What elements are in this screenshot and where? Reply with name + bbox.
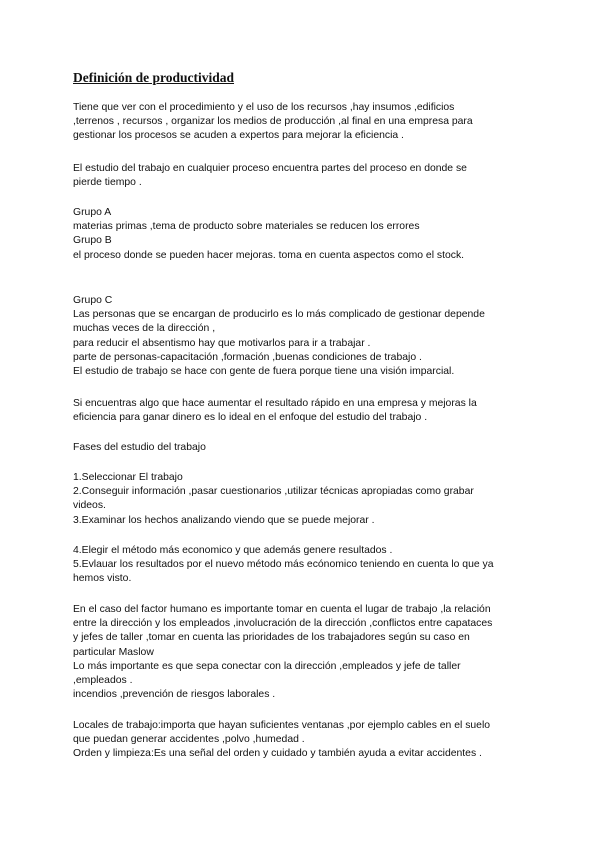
list-item: 5.Evlauar los resultados por el nuevo método más ecónomico teniendo en cuenta lo que ya: [73, 559, 494, 571]
text-line: parte de personas-capacitación ,formación ,buenas condiciones de trabajo .: [73, 351, 422, 363]
text-line: En el caso del factor humano es importante tomar en cuenta el lugar de trabajo ,la relación: [73, 604, 491, 615]
text-line: ,empleados .: [73, 675, 133, 687]
text-line: muchas veces de la dirección ,: [73, 323, 216, 335]
paragraph-group-c: [73, 294, 543, 379]
phases-list-4-5: [73, 544, 543, 587]
text-line: ,terrenos , recursos , organizar los medios de producción ,al final en una empresa para: [73, 116, 473, 128]
list-item: 1.Seleccionar El trabajo: [73, 472, 183, 483]
phases-heading: [73, 441, 543, 455]
phases-list-1-3: [73, 471, 543, 528]
text-line: gestionar los procesos se acuden a expertos para mejorar la eficiencia .: [73, 130, 404, 142]
text-line: Las personas que se encargan de producirlo es lo más complicado de gestionar depende: [73, 309, 485, 321]
text-line: Fases del estudio del trabajo: [73, 442, 206, 453]
text-line: El estudio del trabajo en cualquier proceso encuentra partes del proceso en donde se: [73, 163, 467, 174]
text-line: Orden y limpieza:Es una señal del orden y cuidado y también ayuda a evitar accidentes .: [73, 748, 482, 760]
text-line: El estudio de trabajo se hace con gente de fuera porque tiene una visión imparcial.: [73, 366, 455, 378]
list-item: 4.Elegir el método más economico y que además genere resultados .: [73, 545, 393, 556]
list-item: 3.Examinar los hechos analizando viendo que se puede mejorar .: [73, 514, 375, 526]
text-line: videos.: [73, 500, 106, 512]
text-line: y jefes de taller ,tomar en cuenta las prioridades de los trabajadores según su caso en: [73, 632, 470, 644]
text-line: Locales de trabajo:importa que hayan suficientes ventanas ,por ejemplo cables en el suelo: [73, 720, 491, 731]
text-line: el proceso donde se pueden hacer mejoras. toma en cuenta aspectos como el stock.: [73, 249, 465, 261]
group-a-heading: Grupo A: [73, 207, 112, 218]
group-c-heading: Grupo C: [73, 295, 113, 306]
paragraph-groups-a-b: [73, 206, 543, 263]
paragraph-intro: [73, 101, 543, 144]
text-line: Lo más importante es que sepa conectar con la dirección ,empleados y jefe de taller: [73, 660, 461, 672]
group-b-heading: Grupo B: [73, 235, 112, 247]
text-line: incendios ,prevención de riesgos laborales .: [73, 689, 276, 701]
text-line: que puedan generar accidentes ,polvo ,humedad .: [73, 734, 305, 746]
text-line: Tiene que ver con el procedimiento y el uso de los recursos ,hay insumos ,edificios: [73, 102, 455, 113]
paragraph-workplace: [73, 719, 543, 762]
text-line: hemos visto.: [73, 573, 132, 585]
page-title: Definición de productividad: [73, 70, 235, 85]
text-line: eficiencia para ganar dinero es lo ideal en el enfoque del estudio del trabajo .: [73, 412, 428, 424]
paragraph-work-study: [73, 162, 543, 190]
text-line: particular Maslow: [73, 646, 154, 658]
text-line: entre la dirección y los empleados ,involucración de la dirección ,conflictos entre capataces: [73, 618, 493, 630]
paragraph-human-factor: [73, 603, 543, 702]
text-line: pierde tiempo .: [73, 177, 142, 189]
text-line: materias primas ,tema de producto sobre materiales se reducen los errores: [73, 221, 420, 233]
list-item: 2.Conseguir información ,pasar cuestionarios ,utilizar técnicas apropiadas como grabar: [73, 486, 474, 498]
text-line: Si encuentras algo que hace aumentar el resultado rápido en una empresa y mejoras la: [73, 398, 477, 409]
paragraph-efficiency: [73, 397, 543, 425]
text-line: para reducir el absentismo hay que motivarlos para ir a trabajar .: [73, 337, 371, 349]
